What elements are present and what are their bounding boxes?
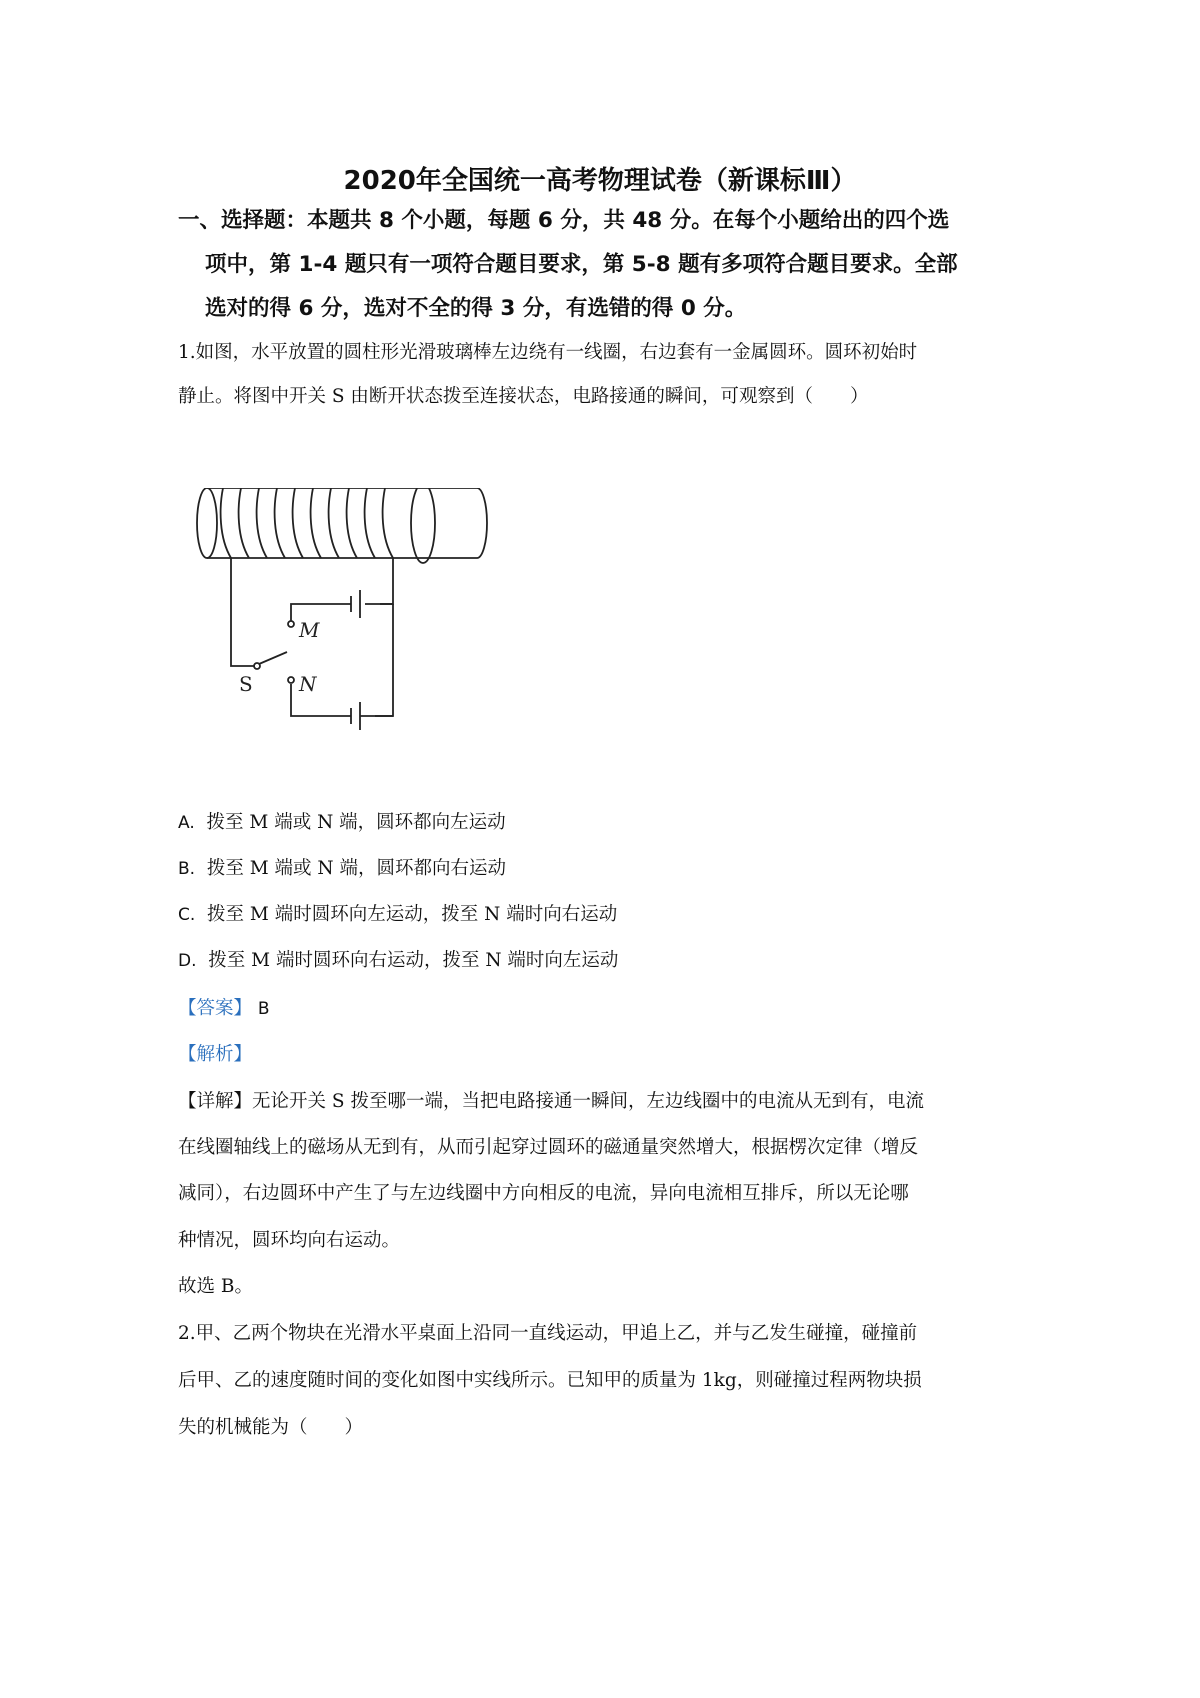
- q1-detail-line-3: 减同），右边圆环中产生了与左边线圈中方向相反的电流，异向电流相互排斥，所以无论哪: [178, 1183, 909, 1204]
- q2-stem-line-1: 2.甲、乙两个物块在光滑水平桌面上沿同一直线运动，甲追上乙，并与乙发生碰撞，碰撞前: [178, 1323, 918, 1344]
- option-text: 拨至 M 端时圆环向右运动，拨至 N 端时向左运动: [208, 950, 619, 971]
- option-key: B.: [178, 859, 196, 879]
- q1-stem-line-2: 静止。将图中开关 S 由断开状态拨至连接状态，电路接通的瞬间，可观察到（ ）: [178, 386, 869, 407]
- answer-value: B: [257, 999, 270, 1019]
- q1-option-d: [178, 946, 618, 972]
- q2-stem-line-2: 后甲、乙的速度随时间的变化如图中实线所示。已知甲的质量为 1kg，则碰撞过程两物块损: [178, 1370, 922, 1391]
- coil-circuit-diagram: [195, 488, 525, 748]
- q2-stem-line-3: 失的机械能为（ ）: [178, 1417, 364, 1438]
- coil-windings: [221, 488, 393, 558]
- analysis-label: 【解析】: [178, 1044, 253, 1065]
- q1-detail-line-1: [178, 1087, 924, 1113]
- q1-stem-line-1: 1.如图，水平放置的圆柱形光滑玻璃棒左边绕有一线圈，右边套有一金属圆环。圆环初始时: [178, 342, 918, 363]
- q1-option-a: [178, 808, 506, 834]
- switch-label: S: [239, 672, 253, 696]
- q1-detail-line-2: 在线圈轴线上的磁场从无到有，从而引起穿过圆环的磁通量突然增大，根据楞次定律（增反: [178, 1137, 919, 1158]
- option-key: A.: [178, 813, 195, 833]
- page-title: 2020年全国统一高考物理试卷（新课标Ⅲ）: [343, 166, 857, 196]
- terminal-n-label: N: [299, 672, 317, 696]
- option-text: 拨至 M 端时圆环向左运动，拨至 N 端时向右运动: [207, 904, 618, 925]
- detail-label: 【详解】: [178, 1091, 253, 1112]
- option-text: 拨至 M 端或 N 端，圆环都向左运动: [206, 812, 506, 833]
- q1-option-c: [178, 900, 617, 926]
- option-key: D.: [178, 951, 197, 971]
- metal-ring: [411, 488, 435, 563]
- option-text: 拨至 M 端或 N 端，圆环都向右运动: [206, 858, 506, 879]
- answer-label: 【答案】: [178, 998, 253, 1019]
- option-key: C.: [178, 905, 196, 925]
- detail-text: 无论开关 S 拨至哪一端，当把电路接通一瞬间，左边线圈中的电流从无到有，电流: [252, 1091, 924, 1112]
- q1-conclusion: 故选 B。: [178, 1276, 253, 1297]
- section-heading-line-1: 一、选择题：本题共 8 个小题，每题 6 分，共 48 分。在每个小题给出的四个选: [178, 208, 950, 233]
- q1-detail-line-4: 种情况，圆环均向右运动。: [178, 1230, 401, 1251]
- q1-option-b: [178, 854, 506, 880]
- q1-answer: [178, 994, 270, 1020]
- terminal-m-label: M: [299, 618, 320, 642]
- section-heading-line-3: 选对的得 6 分，选对不全的得 3 分，有选错的得 0 分。: [205, 296, 747, 321]
- section-heading-line-2: 项中，第 1-4 题只有一项符合题目要求，第 5-8 题有多项符合题目要求。全部: [205, 252, 958, 277]
